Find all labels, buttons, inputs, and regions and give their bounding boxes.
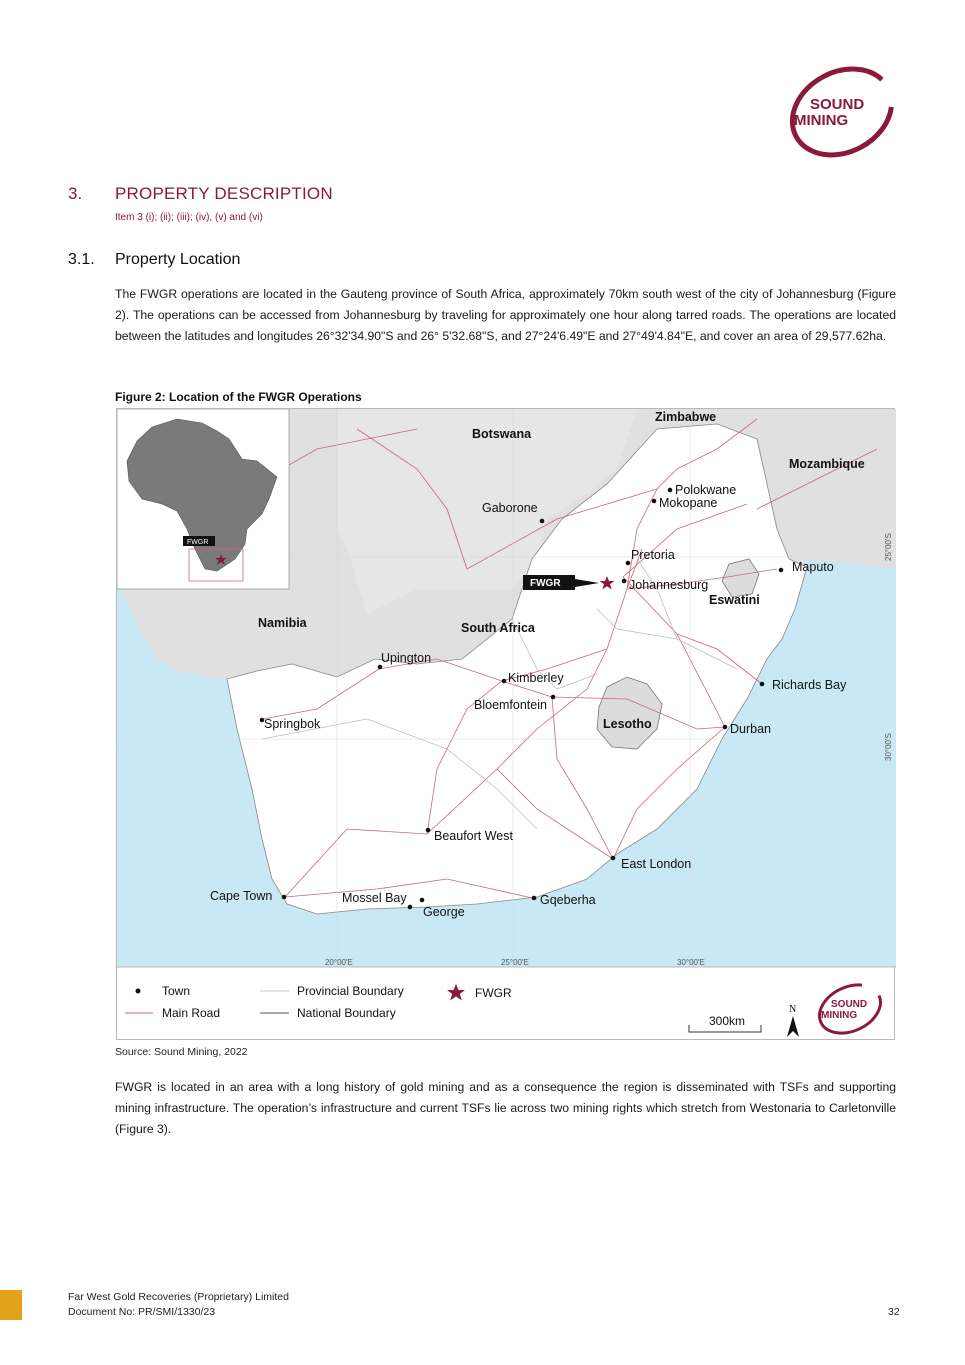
town-cape-town: Cape Town — [210, 889, 273, 903]
legend-town-symbol — [136, 989, 141, 994]
town-dot — [532, 896, 537, 901]
sound-mining-logo — [786, 66, 898, 158]
town-dot — [502, 679, 507, 684]
label-lesotho: Lesotho — [603, 717, 652, 731]
town-dot — [760, 682, 765, 687]
town-dot — [551, 695, 556, 700]
legend-fwgr-symbol — [447, 984, 465, 1001]
town-dot — [282, 895, 287, 900]
town-george: George — [423, 905, 465, 919]
town-maputo: Maputo — [792, 560, 834, 574]
section-title: PROPERTY DESCRIPTION — [115, 184, 333, 203]
logo-line2: MINING — [794, 112, 849, 129]
footer-company: Far West Gold Recoveries (Proprietary) Limited — [68, 1291, 289, 1303]
town-dot — [779, 568, 784, 573]
town-dot — [652, 499, 657, 504]
legend-fwgr-label: FWGR — [475, 986, 512, 1000]
town-east-london: East London — [621, 857, 692, 871]
town-upington: Upington — [381, 651, 432, 665]
town-gqeberha: Gqeberha — [540, 893, 596, 907]
lon-tick-20: 20°00'E — [325, 958, 353, 967]
town-dot — [723, 725, 728, 730]
town-springbok: Springbok — [264, 717, 321, 731]
town-dot — [540, 519, 545, 524]
town-johannesburg: Johannesburg — [629, 578, 709, 592]
town-pretoria: Pretoria — [631, 548, 675, 562]
subsection-title: Property Location — [115, 251, 241, 268]
lon-tick-25: 25°00'E — [501, 958, 529, 967]
lat-tick-25: 25°00'S — [884, 533, 893, 561]
town-dot — [611, 856, 616, 861]
town-gaborone: Gaborone — [482, 501, 538, 515]
label-eswatini: Eswatini — [709, 593, 760, 607]
town-dot — [378, 665, 383, 670]
scale-label: 300km — [709, 1014, 746, 1028]
town-dot — [622, 579, 627, 584]
town-dot — [626, 561, 631, 566]
paragraph-history: FWGR is located in an area with a long history of gold mining and as a consequence the region is disseminated with TSFs and supporting mining infrastructure. The operation’s infrastructure and current TSFs lie across two mining rights which stretch from Westonaria to Carletonville (Figure 3). — [115, 1080, 896, 1136]
footer-accent-bar — [0, 1290, 22, 1320]
label-south-africa: South Africa — [461, 621, 535, 635]
legend-town-label: Town — [162, 984, 191, 998]
town-dot — [426, 828, 431, 833]
town-dot — [668, 488, 673, 493]
page-number: 32 — [888, 1306, 900, 1318]
subsection-number: 3.1. — [68, 251, 95, 268]
legend-national-label: National Boundary — [297, 1006, 396, 1020]
legend-logo-line2: MINING — [821, 1010, 858, 1021]
town-dot — [408, 905, 413, 910]
legend-logo — [812, 976, 889, 1041]
fwgr-callout-label: FWGR — [530, 578, 561, 589]
town-polokwane: Polokwane — [675, 483, 737, 497]
town-richards-bay: Richards Bay — [772, 678, 847, 692]
paragraph-location: The FWGR operations are located in the Gauteng province of South Africa, approximately 70km south west of the city of Johannesburg (Figure 2). The operations can be accessed from Johannesburg by traveling for approximately one hour along tarred roads. The operations are located between the latitudes and longitudes 26°32'34.90"S and 26° 5'32.68"S, and 27°24'6.49"E and 27°49'4.84"E, and cover an area of 29,577.62ha. — [115, 287, 896, 343]
town-beaufort-west: Beaufort West — [434, 829, 513, 843]
lat-tick-30: 30°00'S — [884, 733, 893, 761]
footer-document-number: Document No: PR/SMI/1330/23 — [68, 1306, 216, 1318]
legend-logo-line1: SOUND — [831, 999, 868, 1010]
town-durban: Durban — [730, 722, 771, 736]
label-namibia: Namibia — [258, 616, 307, 630]
legend-provincial-label: Provincial Boundary — [297, 984, 404, 998]
label-mozambique: Mozambique — [789, 457, 865, 471]
legend-main-road-label: Main Road — [162, 1006, 221, 1020]
label-zimbabwe: Zimbabwe — [655, 410, 717, 424]
logo-line1: SOUND — [810, 96, 865, 113]
inset-fwgr-label: FWGR — [187, 539, 209, 546]
town-dot — [420, 898, 425, 903]
town-kimberley: Kimberley — [508, 671, 564, 685]
town-bloemfontein: Bloemfontein — [474, 698, 547, 712]
north-label: N — [789, 1004, 797, 1015]
location-map — [116, 408, 895, 1040]
north-arrow-icon — [787, 1016, 799, 1037]
label-botswana: Botswana — [472, 427, 532, 441]
figure-caption: Figure 2: Location of the FWGR Operations — [115, 390, 362, 404]
section-items: Item 3 (i); (ii); (iii); (iv), (v) and (vi) — [115, 212, 263, 223]
town-mossel-bay: Mossel Bay — [342, 891, 407, 905]
figure-source: Source: Sound Mining, 2022 — [115, 1046, 248, 1058]
section-number: 3. — [68, 184, 83, 203]
lon-tick-30: 30°00'E — [677, 958, 705, 967]
town-mokopane: Mokopane — [659, 496, 718, 510]
